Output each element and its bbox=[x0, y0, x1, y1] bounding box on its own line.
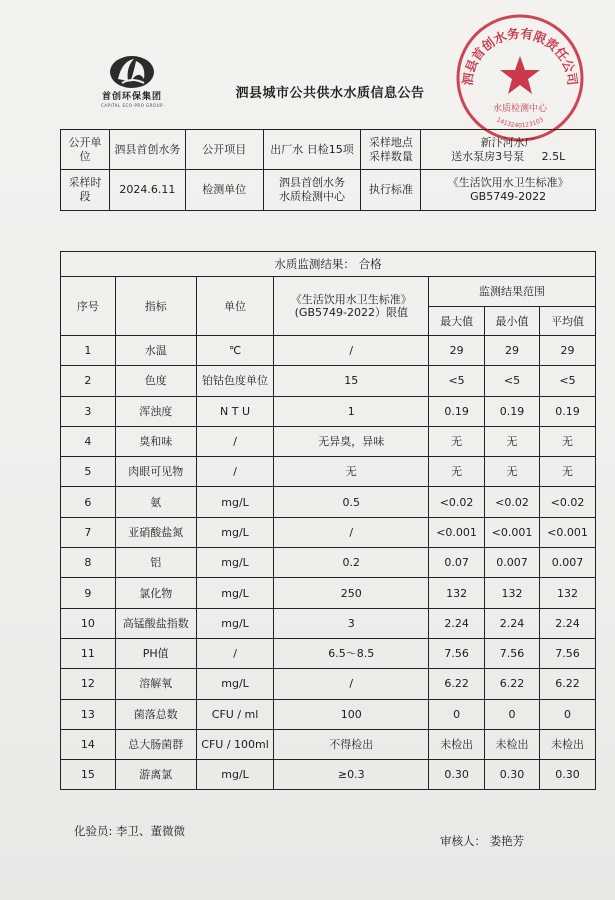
item-value: 出厂水 日检15项 bbox=[263, 130, 361, 170]
table-row bbox=[61, 669, 596, 699]
row-avg: <0.001 bbox=[540, 517, 596, 547]
table-row bbox=[61, 426, 596, 456]
row-no: 14 bbox=[61, 729, 116, 759]
row-unit: N T U bbox=[196, 396, 274, 426]
row-indicator: 氯化物 bbox=[115, 578, 196, 608]
row-indicator: 总大肠菌群 bbox=[115, 729, 196, 759]
row-no: 10 bbox=[61, 608, 116, 638]
company-logo bbox=[86, 55, 178, 108]
row-unit: 铂钴色度单位 bbox=[196, 366, 274, 396]
row-no: 7 bbox=[61, 517, 116, 547]
row-min: 29 bbox=[485, 336, 540, 366]
table-row bbox=[61, 336, 596, 366]
row-no: 15 bbox=[61, 760, 116, 790]
row-avg: <0.02 bbox=[540, 487, 596, 517]
row-avg: 无 bbox=[540, 457, 596, 487]
row-limit: 1 bbox=[274, 396, 429, 426]
tester-signature bbox=[74, 823, 185, 839]
unit-line-2: 水质检测中心 bbox=[279, 190, 346, 203]
site-count-labels bbox=[361, 130, 421, 170]
row-avg: 132 bbox=[540, 578, 596, 608]
row-unit: / bbox=[196, 457, 274, 487]
col-max: 最大值 bbox=[429, 307, 485, 336]
row-limit: 3 bbox=[274, 608, 429, 638]
standard-line-2: GB5749-2022 bbox=[470, 190, 547, 203]
row-unit: / bbox=[196, 638, 274, 668]
row-max: <5 bbox=[429, 366, 485, 396]
row-limit: 6.5～8.5 bbox=[274, 638, 429, 668]
row-limit: 无异臭，异味 bbox=[274, 426, 429, 456]
row-avg: <5 bbox=[540, 366, 596, 396]
row-unit: mg/L bbox=[196, 487, 274, 517]
row-indicator: 浑浊度 bbox=[115, 396, 196, 426]
row-indicator: 色度 bbox=[115, 366, 196, 396]
unit-label: 检测单位 bbox=[185, 170, 263, 211]
row-avg: 0 bbox=[540, 699, 596, 729]
logo-text-en: CAPITAL ECO-PRO GROUP bbox=[101, 103, 163, 108]
row-unit: mg/L bbox=[196, 669, 274, 699]
row-max: 0 bbox=[429, 699, 485, 729]
table-row bbox=[61, 608, 596, 638]
site-name: 新汴河水厂 bbox=[480, 135, 536, 149]
logo-text-cn: 首创环保集团 bbox=[101, 92, 162, 102]
site-detail: 送水泵房3号泵 bbox=[451, 149, 525, 163]
row-min: <0.001 bbox=[485, 517, 540, 547]
table-row bbox=[61, 517, 596, 547]
sample-count: 2.5L bbox=[541, 149, 566, 163]
col-avg: 平均值 bbox=[540, 307, 596, 336]
row-max: 2.24 bbox=[429, 608, 485, 638]
row-min: 6.22 bbox=[485, 669, 540, 699]
table-row bbox=[61, 487, 596, 517]
col-range: 监测结果范围 bbox=[429, 277, 596, 307]
row-min: 132 bbox=[485, 578, 540, 608]
row-avg: 0.30 bbox=[540, 760, 596, 790]
row-min: 0.007 bbox=[485, 548, 540, 578]
row-limit: 不得检出 bbox=[274, 729, 429, 759]
row-no: 13 bbox=[61, 699, 116, 729]
row-max: 无 bbox=[429, 426, 485, 456]
row-min: 0.30 bbox=[485, 760, 540, 790]
table-row bbox=[61, 457, 596, 487]
row-limit: 100 bbox=[274, 699, 429, 729]
count-label: 采样数量 bbox=[368, 149, 413, 163]
row-max: 29 bbox=[429, 336, 485, 366]
row-max: 0.07 bbox=[429, 548, 485, 578]
row-min: <5 bbox=[485, 366, 540, 396]
table-row bbox=[61, 396, 596, 426]
time-value: 2024.6.11 bbox=[109, 170, 185, 211]
row-no: 4 bbox=[61, 426, 116, 456]
water-quality-results-table bbox=[60, 251, 596, 790]
row-unit: CFU / ml bbox=[196, 699, 274, 729]
table-row bbox=[61, 760, 596, 790]
row-avg: 29 bbox=[540, 336, 596, 366]
row-avg: 无 bbox=[540, 426, 596, 456]
row-unit: mg/L bbox=[196, 548, 274, 578]
row-limit: / bbox=[274, 336, 429, 366]
col-no: 序号 bbox=[61, 277, 116, 336]
row-unit: CFU / 100ml bbox=[196, 729, 274, 759]
standard-label: 执行标准 bbox=[361, 170, 421, 211]
col-limit-line-2: (GB5749-2022）限值 bbox=[294, 306, 408, 319]
col-min: 最小值 bbox=[485, 307, 540, 336]
row-min: 2.24 bbox=[485, 608, 540, 638]
row-limit: 0.5 bbox=[274, 487, 429, 517]
row-no: 2 bbox=[61, 366, 116, 396]
row-limit: 无 bbox=[274, 457, 429, 487]
row-indicator: 溶解氧 bbox=[115, 669, 196, 699]
row-unit: mg/L bbox=[196, 760, 274, 790]
row-no: 8 bbox=[61, 548, 116, 578]
item-label: 公开项目 bbox=[185, 130, 263, 170]
svg-text:泗县首创水务有限责任公司: 泗县首创水务有限责任公司 bbox=[459, 25, 581, 87]
col-indicator: 指标 bbox=[115, 277, 196, 336]
col-limit bbox=[274, 277, 429, 336]
result-rows bbox=[61, 336, 596, 790]
standard-line-1: 《生活饮用水卫生标准》 bbox=[447, 176, 569, 189]
site-value bbox=[421, 130, 596, 170]
row-max: 132 bbox=[429, 578, 485, 608]
row-no: 11 bbox=[61, 638, 116, 668]
row-no: 6 bbox=[61, 487, 116, 517]
row-max: 无 bbox=[429, 457, 485, 487]
row-indicator: 水温 bbox=[115, 336, 196, 366]
row-no: 9 bbox=[61, 578, 116, 608]
page-title: 泗县城市公共供水水质信息公告 bbox=[235, 86, 425, 101]
reviewer-name: 娄艳芳 bbox=[489, 834, 525, 848]
row-unit: mg/L bbox=[196, 608, 274, 638]
row-max: 0.30 bbox=[429, 760, 485, 790]
row-indicator: 菌落总数 bbox=[115, 699, 196, 729]
row-limit: ≥0.3 bbox=[274, 760, 429, 790]
row-unit: ℃ bbox=[196, 336, 274, 366]
site-label: 采样地点 bbox=[368, 135, 413, 149]
row-indicator: 铝 bbox=[115, 548, 196, 578]
row-limit: / bbox=[274, 669, 429, 699]
time-label: 采样时段 bbox=[61, 170, 110, 211]
row-avg: 7.56 bbox=[540, 638, 596, 668]
row-indicator: 肉眼可见物 bbox=[115, 457, 196, 487]
table-row bbox=[61, 548, 596, 578]
row-min: 无 bbox=[485, 457, 540, 487]
row-min: <0.02 bbox=[485, 487, 540, 517]
row-max: 0.19 bbox=[429, 396, 485, 426]
table-row bbox=[61, 366, 596, 396]
row-min: 0.19 bbox=[485, 396, 540, 426]
row-limit: 250 bbox=[274, 578, 429, 608]
sampling-info-table bbox=[60, 129, 596, 211]
row-max: <0.02 bbox=[429, 487, 485, 517]
col-unit: 单位 bbox=[196, 277, 274, 336]
row-avg: 0.007 bbox=[540, 548, 596, 578]
row-limit: 15 bbox=[274, 366, 429, 396]
reviewer-label: 审核人： bbox=[440, 834, 486, 848]
row-no: 1 bbox=[61, 336, 116, 366]
official-seal-icon bbox=[450, 8, 590, 148]
table-row bbox=[61, 729, 596, 759]
row-max: 未检出 bbox=[429, 729, 485, 759]
col-limit-line-1: 《生活饮用水卫生标准》 bbox=[290, 293, 412, 306]
reviewer-signature bbox=[440, 833, 524, 849]
row-indicator: 高锰酸盐指数 bbox=[115, 608, 196, 638]
row-avg: 6.22 bbox=[540, 669, 596, 699]
row-max: 7.56 bbox=[429, 638, 485, 668]
row-avg: 0.19 bbox=[540, 396, 596, 426]
unit-line-1: 泗县首创水务 bbox=[279, 176, 346, 189]
svg-text:水质检测中心: 水质检测中心 bbox=[492, 104, 548, 114]
standard-value bbox=[421, 170, 596, 211]
row-indicator: 亚硝酸盐氮 bbox=[115, 517, 196, 547]
result-banner: 水质监测结果： 合格 bbox=[61, 252, 596, 277]
row-min: 0 bbox=[485, 699, 540, 729]
logo-mark-icon bbox=[108, 55, 156, 89]
row-unit: mg/L bbox=[196, 517, 274, 547]
row-no: 5 bbox=[61, 457, 116, 487]
tester-names: 李卫、董微微 bbox=[116, 824, 186, 838]
row-min: 未检出 bbox=[485, 729, 540, 759]
row-max: 6.22 bbox=[429, 669, 485, 699]
table-row bbox=[61, 699, 596, 729]
row-avg: 未检出 bbox=[540, 729, 596, 759]
publisher-value: 泗县首创水务 bbox=[109, 130, 185, 170]
table-row bbox=[61, 578, 596, 608]
row-indicator: 氨 bbox=[115, 487, 196, 517]
row-unit: mg/L bbox=[196, 578, 274, 608]
row-indicator: 臭和味 bbox=[115, 426, 196, 456]
row-indicator: PH值 bbox=[115, 638, 196, 668]
row-limit: 0.2 bbox=[274, 548, 429, 578]
unit-value bbox=[263, 170, 361, 211]
table-row bbox=[61, 638, 596, 668]
svg-text:1413240123103: 1413240123103 bbox=[495, 116, 545, 130]
row-max: <0.001 bbox=[429, 517, 485, 547]
row-min: 无 bbox=[485, 426, 540, 456]
row-indicator: 游离氯 bbox=[115, 760, 196, 790]
row-min: 7.56 bbox=[485, 638, 540, 668]
site-detail-line bbox=[423, 150, 593, 164]
row-no: 12 bbox=[61, 669, 116, 699]
row-limit: / bbox=[274, 517, 429, 547]
row-avg: 2.24 bbox=[540, 608, 596, 638]
publisher-label: 公开单位 bbox=[61, 130, 110, 170]
row-unit: / bbox=[196, 426, 274, 456]
tester-label: 化验员: bbox=[74, 824, 113, 838]
row-no: 3 bbox=[61, 396, 116, 426]
